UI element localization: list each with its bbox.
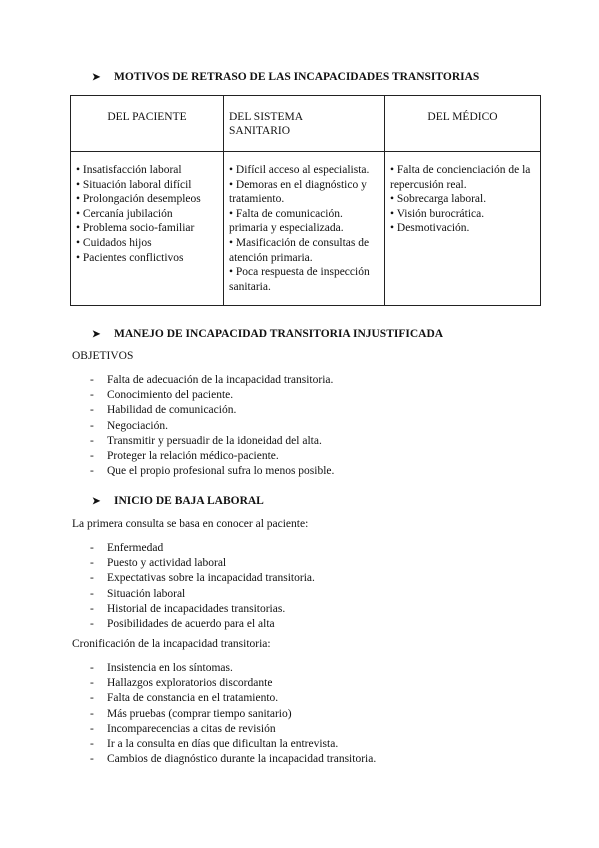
list-item: - Expectativas sobre la incapacidad transitoria.: [90, 572, 315, 585]
heading-manejo: [92, 328, 443, 340]
list-item: - Más pruebas (comprar tiempo sanitario): [90, 707, 292, 720]
objetivos-list: [90, 373, 334, 479]
list-item: • Situación laboral difícil: [76, 178, 192, 191]
list-item: - Posibilidades de acuerdo para el alta: [90, 618, 275, 631]
list-item: • Cuidados hijos: [76, 236, 152, 249]
list-item: • Difícil acceso al especialista.: [229, 164, 370, 176]
heading-manejo-text: MANEJO DE INCAPACIDAD TRANSITORIA INJUSTIFICADA: [114, 328, 444, 340]
list-item: - Cambios de diagnóstico durante la incapacidad transitoria.: [90, 753, 377, 766]
list-item: - Ir a la consulta en días que dificultan la entrevista.: [90, 738, 339, 751]
header-sistema: [224, 96, 384, 138]
table-header-row: [71, 96, 541, 152]
list-item: • Prolongación desempleos: [76, 193, 201, 206]
list-item: • Poca respuesta de inspección sanitaria.: [229, 266, 370, 293]
list-item: - Historial de incapacidades transitorias.: [90, 602, 286, 615]
header-sistema-line2: SANITARIO: [229, 125, 291, 137]
cronificacion-list: [90, 661, 376, 767]
list-item: - Conocimiento del paciente.: [90, 389, 234, 402]
header-paciente: DEL PACIENTE: [107, 111, 187, 123]
header-medico-cell: [385, 96, 541, 152]
arrow-bullet-icon: ➤: [92, 71, 101, 83]
list-item: - Hallazgos exploratorios discordante: [90, 677, 273, 690]
header-sistema-cell: [224, 96, 385, 152]
list-item: - Incomparecencias a citas de revisión: [90, 722, 276, 735]
table-body-row: [71, 152, 541, 306]
heading-motivos-text: MOTIVOS DE RETRASO DE LAS INCAPACIDADES TRANSITORIAS: [114, 71, 480, 83]
list-item: - Proteger la relación médico-paciente.: [90, 450, 279, 463]
header-sistema-line1: DEL SISTEMA: [229, 111, 304, 123]
header-paciente-cell: [71, 96, 224, 152]
list-item: - Falta de adecuación de la incapacidad transitoria.: [90, 374, 334, 386]
list-item: • Desmotivación.: [390, 222, 470, 235]
list-item: • Cercanía jubilación: [76, 207, 173, 220]
list-item: - Enfermedad: [90, 542, 164, 554]
list-item: - Insistencia en los síntomas.: [90, 662, 233, 674]
list-item: • Problema socio-familiar: [76, 222, 195, 235]
primera-consulta-label: La primera consulta se basa en conocer al paciente:: [72, 518, 309, 530]
list-item: - Habilidad de comunicación.: [90, 404, 237, 417]
medico-cell: [385, 152, 541, 306]
list-item: • Insatisfacción laboral: [76, 164, 182, 176]
list-item: - Situación laboral: [90, 587, 186, 600]
sistema-cell: [224, 152, 385, 306]
heading-inicio: [92, 495, 264, 507]
primera-consulta-list: [90, 541, 315, 632]
list-item: - Que el propio profesional sufra lo menos posible.: [90, 465, 335, 478]
paciente-cell: [71, 152, 224, 306]
list-item: • Sobrecarga laboral.: [390, 193, 487, 206]
arrow-bullet-icon: ➤: [92, 495, 101, 507]
list-item: • Masificación de consultas de atención primaria.: [229, 236, 370, 264]
arrow-bullet-icon: ➤: [92, 328, 101, 340]
heading-inicio-text: INICIO DE BAJA LABORAL: [114, 495, 264, 507]
list-item: • Visión burocrática.: [390, 207, 485, 220]
header-medico: DEL MÉDICO: [427, 111, 498, 123]
motivos-table: [70, 95, 541, 306]
paciente-list: [76, 163, 219, 265]
list-item: • Demoras en el diagnóstico y tratamiento.: [229, 178, 367, 206]
list-item: • Pacientes conflictivos: [76, 251, 184, 264]
cronificacion-label: Cronificación de la incapacidad transitoria:: [72, 638, 271, 650]
heading-motivos: [92, 71, 479, 83]
list-item: - Negociación.: [90, 419, 168, 432]
list-item: - Puesto y actividad laboral: [90, 557, 227, 570]
list-item: - Falta de constancia en el tratamiento.: [90, 692, 279, 705]
medico-list: [390, 163, 536, 236]
sistema-list: [229, 163, 380, 294]
list-item: • Falta de comunicación. primaria y especializada.: [229, 207, 344, 235]
list-item: - Transmitir y persuadir de la idoneidad del alta.: [90, 434, 322, 447]
list-item: • Falta de concienciación de la repercusión real.: [390, 164, 531, 191]
objetivos-label: OBJETIVOS: [72, 350, 134, 362]
